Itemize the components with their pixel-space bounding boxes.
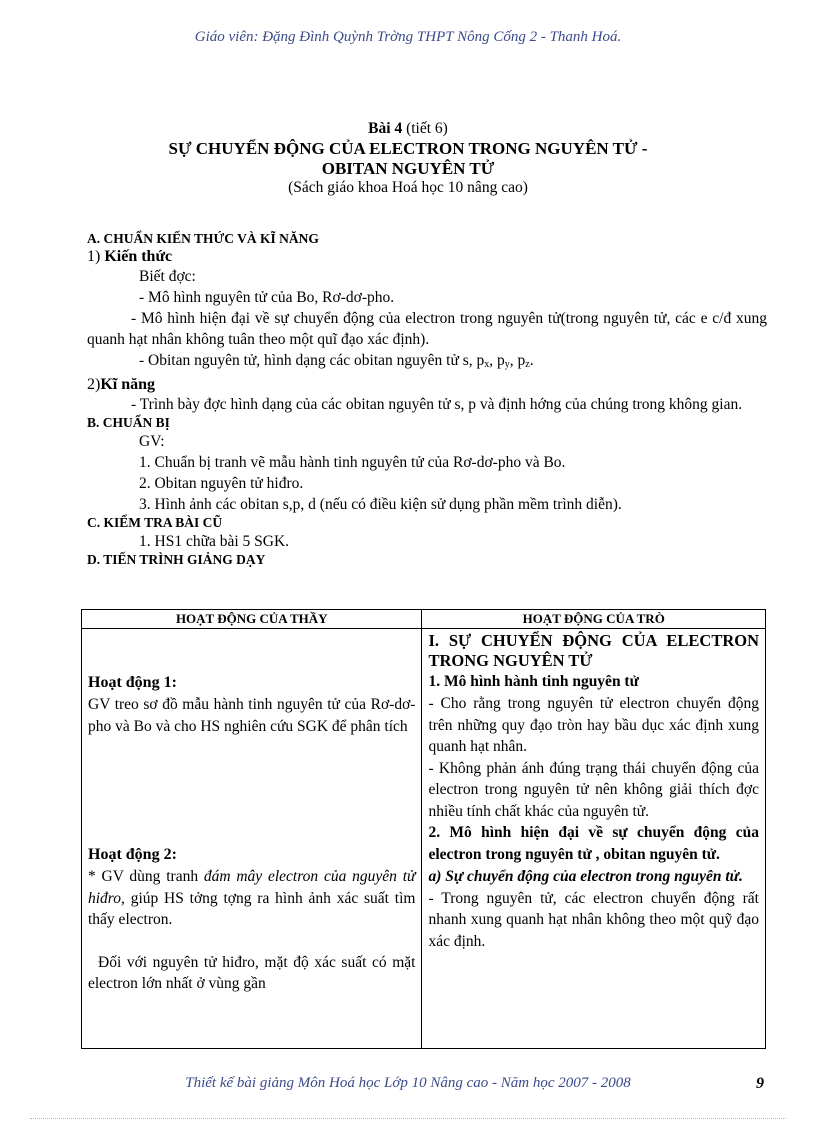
prep-item-1: 1. Chuẩn bị tranh vẽ mẫu hành tinh nguyên tử của Rơ-dơ-pho và Bo. (139, 454, 566, 471)
knowledge-label: Kiến thức (104, 248, 173, 265)
section-c-heading: C. KIỂM TRA BÀI CŨ (87, 515, 223, 530)
activity-2-pre: * GV dùng tranh (88, 868, 204, 885)
teacher-content (88, 631, 415, 995)
activity-2-title: Hoạt động 2: (88, 846, 177, 863)
activity-2-post: , giúp HS tởng tợng ra hình ảnh xác suất tìm thấy electron. (88, 889, 416, 928)
knowledge-number: 1) (87, 248, 105, 265)
student-para-3: - Trong nguyên tử, các electron chuyển động rất nhanh xung quanh hạt nhân không theo một quỹ đạo xác định. (428, 889, 759, 950)
skill-label: Kĩ năng (100, 376, 156, 393)
student-cell (422, 629, 766, 1049)
teacher-cell (82, 629, 422, 1049)
skill-heading (87, 375, 767, 394)
knowledge-heading (87, 247, 767, 266)
student-column-header: HOẠT ĐỘNG CỦA TRÒ (422, 610, 766, 629)
lesson-title-line2: OBITAN NGUYÊN TỬ (321, 159, 495, 178)
document-body (87, 231, 767, 568)
lesson-table (81, 609, 766, 1049)
page-header: Giáo viên: Đặng Đình Quỳnh Trờng THPT Nông Cống 2 - Thanh Hoá. (194, 29, 622, 45)
page-number: 9 (756, 1075, 764, 1092)
prep-gv: GV: (139, 433, 165, 450)
knowledge-item-3-text: - Obitan nguyên tử, hình dạng các obitan nguyên tử s, p (139, 352, 485, 369)
teacher-column-header: HOẠT ĐỘNG CỦA THẦY (82, 610, 422, 629)
skill-item: - Trình bày đợc hình dạng của các obitan nguyên tử s, p và định hớng của chúng trong không gian. (131, 396, 743, 413)
table-header-row (82, 610, 766, 629)
student-content (428, 631, 759, 952)
section-d-heading: D. TIẾN TRÌNH GIẢNG DẠY (87, 552, 266, 567)
review-item-1: 1. HS1 chữa bài 5 SGK. (139, 533, 290, 550)
footer-divider (30, 1118, 786, 1119)
lesson-title-line1: SỰ CHUYỂN ĐỘNG CỦA ELECTRON TRONG NGUYÊN TỬ - (168, 139, 648, 158)
knowledge-intro: Biết đợc: (139, 268, 196, 285)
activity-2-text (88, 866, 415, 931)
knowledge-item-2: - Mô hình hiện đại về sự chuyển động của electron trong nguyên tử(trong nguyên tử, các e c/đ xung quanh hạt nhân không tuân theo một quĩ đạo xác định). (87, 310, 767, 348)
prep-item-2: 2. Obitan nguyên tử hiđro. (139, 475, 304, 492)
lesson-period: (tiết 6) (402, 120, 448, 137)
student-sub-1: 1. Mô hình hành tinh nguyên tử (428, 673, 639, 690)
sub-y: y (504, 359, 510, 370)
section-a-heading: A. CHUẨN KIẾN THỨC VÀ KĨ NĂNG (87, 231, 319, 246)
prep-item-3: 3. Hình ảnh các obitan s,p, d (nếu có điều kiện sử dụng phần mềm trình diễn). (139, 496, 622, 513)
activity-2-italic: đám mây electron của nguyên tử hiđro (88, 868, 416, 907)
skill-number: 2) (87, 376, 101, 393)
sub-z: z (525, 359, 530, 370)
knowledge-item-1: - Mô hình nguyên tử của Bo, Rơ-dơ-pho. (139, 289, 395, 306)
student-sub-2a: a) Sự chuyển động của electron trong nguyên tử. (428, 868, 743, 885)
activity-1-title: Hoạt động 1: (88, 674, 177, 691)
student-para-2: - Không phản ánh đúng trạng thái chuyển động của electron trong nguyên tử nên không giải thích đợc nhiều tính chất khác của nguyên tử. (428, 759, 759, 820)
page-footer: Thiết kế bài giảng Môn Hoá học Lớp 10 Nâng cao - Năm học 2007 - 2008 (185, 1075, 631, 1091)
lesson-subtitle: (Sách giáo khoa Hoá học 10 nâng cao) (288, 179, 528, 196)
table-row (82, 629, 766, 1049)
activity-1-text: GV treo sơ đồ mẫu hành tinh nguyên tử của Rơ-dơ-pho và Bo và cho HS nghiên cứu SGK để phân tích (88, 696, 416, 735)
section-b-heading: B. CHUẨN BỊ (87, 415, 170, 430)
sub-x: x (484, 359, 490, 370)
student-sub-2: 2. Mô hình hiện đại về sự chuyển động của electron trong nguyên tử , obitan nguyên tử. (428, 824, 759, 863)
title-block (0, 119, 816, 197)
student-para-1: - Cho rằng trong nguyên tử electron chuyển động trên những quy đạo tròn hay bầu dục xác định xung quanh hạt nhân. (428, 695, 759, 755)
knowledge-item-3: - Obitan nguyên tử, hình dạng các obitan nguyên tử s, $p_x$, $p_y$, $p_z$. (139, 352, 534, 370)
activity-2-paragraph: Đối với nguyên tử hiđro, mặt độ xác suất có mặt electron lớn nhất ở vùng gần (88, 953, 416, 992)
student-section-heading: I. SỰ CHUYỂN ĐỘNG CỦA ELECTRON TRONG NGUYÊN TỬ (428, 631, 759, 670)
lesson-label: Bài 4 (368, 120, 403, 137)
lesson-number (0, 119, 816, 139)
